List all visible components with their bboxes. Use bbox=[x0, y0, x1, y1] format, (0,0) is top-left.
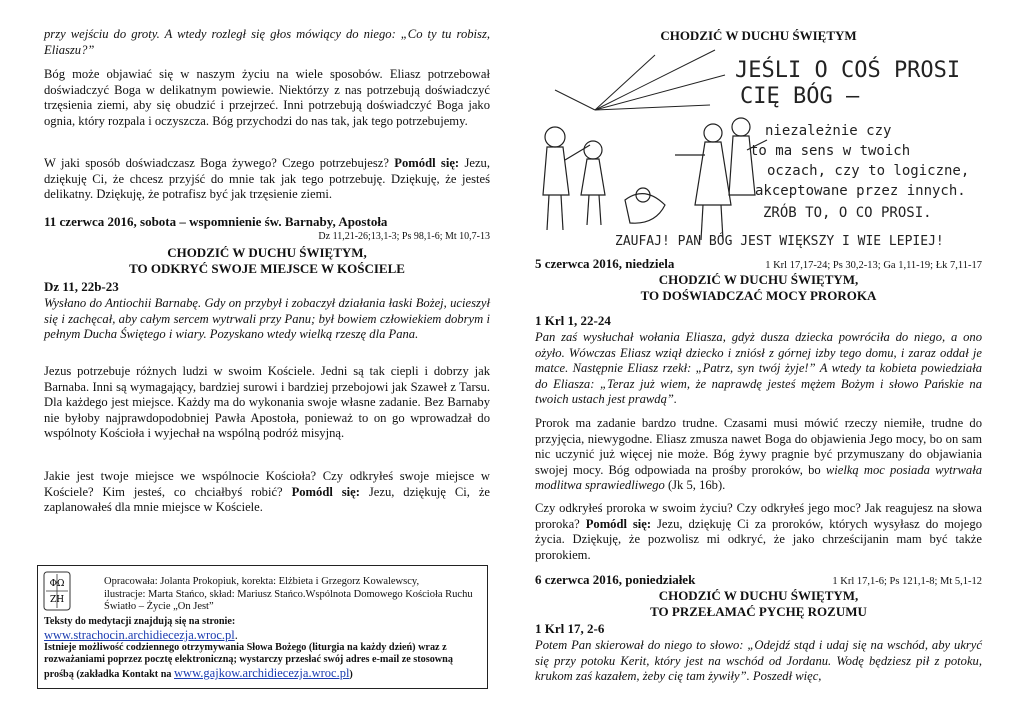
fos-zoe-logo-icon bbox=[43, 571, 71, 611]
reflection-paragraph: Bóg może objawiać się w naszym życiu na wiele sposobów. Eliasz potrzebował doświadczyć Boga w delikatnym powiewie. Niektórzy z nas potrzebują doświadczyć trzęsienia ziemi, aby się obudzić i przejrzeć. Inni potrzebują doświadczyć Boga jako ognia, który rozpala i oczyszcza. Bóg przychodzi do nas tak, jak tego potrzebujemy. bbox=[44, 67, 490, 128]
quote-text: wielką moc posiada wytrwała modlitwa sprawiedliwego bbox=[535, 462, 982, 493]
intro-quote: przy wejściu do groty. A wtedy rozległ się głos mówiący do niego: „Co ty tu robisz, Eliaszu?” bbox=[44, 27, 490, 57]
day-heading: 11 czerwca 2016, sobota – wspomnienie św. Barnaby, Apostoła bbox=[44, 214, 388, 229]
reading-ref-2: 1 Krl 1, 22-24 bbox=[535, 313, 611, 328]
prayer-text-2: Jezu, dziękuję Ci, że zaplanowałeś dla mnie miejsce w Kościele. bbox=[44, 484, 490, 515]
svg-text:ΦΩ: ΦΩ bbox=[49, 579, 65, 589]
section-title-6: TO PRZEŁAMAĆ PYCHĘ ROZUMU bbox=[650, 604, 867, 619]
svg-text:ΖΗ: ΖΗ bbox=[49, 595, 65, 605]
figure-left-icon bbox=[543, 127, 590, 230]
figure-right-icon bbox=[675, 118, 767, 240]
credits-line-2: ilustracje: Marta Stańco, skład: Mariusz Stańco.Wspólnota Domowego Kościoła Ruchu Światło – Życie „On Jest” bbox=[104, 588, 473, 612]
drawing-line-1: JEŚLI O COŚ PROSI bbox=[735, 58, 961, 83]
page-header: CHODZIĆ W DUCHU ŚWIĘTYM bbox=[660, 28, 857, 43]
subscribe-text: Istnieje możliwość codziennego otrzymywania Słowa Bożego (liturgia na każdy dzień) wraz z rozważaniami poprzez pocztę elektroniczną; wystarczy przesłać swój adres e-mail ze stosowną prośbą (zakładka Kontakt na bbox=[44, 641, 453, 681]
prayer-paragraph bbox=[44, 156, 490, 203]
day-heading-june5 bbox=[535, 256, 982, 272]
drawing-line-7: ZRÓB TO, O CO PROSI. bbox=[763, 205, 932, 221]
drawing-line-4: to ma sens w twoich bbox=[750, 143, 911, 159]
reading-text-2: Pan zaś wysłuchał wołania Eliasza, gdyż dusza dziecka powróciła do niego, a ono ożyło. Wówczas Eliasz wziął dziecko i zniósł z górnej izby tego domu, i zaraz oddał je matce. Następnie Eliasz rzekł: „Patrz, syn twój żyje!” A wtedy ta kobieta powiedziała do Eliasza: „Teraz już wiem, że naprawdę jesteś mężem Bożym i słowo Pańskie na twoich ustach jest prawdą”. bbox=[535, 330, 982, 407]
url2-close: ) bbox=[349, 669, 353, 681]
drawing-line-6: akceptowane przez innych. bbox=[755, 183, 966, 199]
reading-ref-3: 1 Krl 17, 2-6 bbox=[535, 621, 605, 636]
illustration bbox=[535, 45, 982, 260]
footer-box bbox=[37, 565, 488, 689]
strachocin-link[interactable]: www.strachocin.archidiecezja.wroc.pl bbox=[44, 627, 235, 642]
day-refs: 1 Krl 17,17-24; Ps 30,2-13; Ga 1,11-19; Łk 7,11-17 bbox=[765, 260, 982, 271]
figure-middle-icon bbox=[581, 141, 665, 225]
day-heading-june6 bbox=[535, 572, 982, 588]
illustration-drawing bbox=[535, 45, 982, 260]
prayer-text-3: Jezu, dziękuję Ci za proroków, których wysyłasz do mojego życia. Dziękuję, że pozwolisz mi odkryć, że jako chrześcijanin mam być także prorokiem. bbox=[535, 516, 982, 562]
pray-label-3: Pomódl się: bbox=[585, 516, 652, 531]
question-text-3: Czy odkryłeś proroka w swoim życiu? Czy odkryłeś jego moc? Jak reagujesz na słowa proroka? bbox=[535, 501, 982, 531]
section-title-2: TO ODKRYĆ SWOJE MIEJSCE W KOŚCIELE bbox=[129, 261, 405, 276]
drawing-line-5: oczach, czy to logiczne, bbox=[767, 163, 970, 179]
reading-text: Wysłano do Antiochii Barnabę. Gdy on przybył i zobaczył działania łaski Bożej, ucieszył się i zachęcał, aby całym sercem wytrwali przy Panu; był bowiem człowiekiem dobrym i pełnym Ducha Świętego i wiary. Pozyskano wtedy wielką rzeszę dla Pana. bbox=[44, 296, 490, 342]
credits bbox=[104, 576, 484, 614]
texts-label: Teksty do medytacji znajdują się na stronie: bbox=[44, 616, 236, 627]
reading-text-3: Potem Pan skierował do niego to słowo: „Odejdź stąd i udaj się na wschód, aby ukryć się przy potoku Kerit, który jest na wschód od Jordanu. Wodę będziesz pił z potoku, krukom zaś kazałem, żeby cię tam żywiły”. Poszedł więc, bbox=[535, 638, 982, 684]
quote-ref: (Jk 5, 16b). bbox=[667, 478, 726, 493]
prayer-paragraph-3 bbox=[535, 501, 982, 563]
question-text: W jaki sposób doświadczasz Boga żywego? Czego potrzebujesz? bbox=[44, 156, 389, 170]
drawing-line-3: niezależnie czy bbox=[765, 123, 892, 139]
drawing-line-8: ZAUFAJ! PAN BÓG JEST WIĘKSZY I WIE LEPIEJ! bbox=[615, 234, 944, 249]
prayer-paragraph-2 bbox=[44, 469, 490, 516]
prayer-text: Jezu, dziękuję Ci, że chcesz przyjść do mnie tak jak tego potrzebuję. Dziękuję, że jesteś delikatny. Dziękuję, że potrafisz być jak trzęsienie ziemi. bbox=[44, 156, 490, 202]
credits-line-1: Opracowała: Jolanta Prokopiuk, korekta: Elżbieta i Grzegorz Kowalewscy, bbox=[104, 576, 420, 587]
section-title-1: CHODZIĆ W DUCHU ŚWIĘTYM, bbox=[167, 245, 367, 260]
fos-zoe-logo bbox=[43, 571, 71, 611]
day-date: 5 czerwca 2016, niedziela bbox=[535, 256, 675, 271]
question-text-2: Jakie jest twoje miejsce we wspólnocie Kościoła? Czy odkryłeś swoje miejsce w Kościele? Kim jesteś, co chciałbyś robić? bbox=[44, 469, 490, 499]
section-title-3: CHODZIĆ W DUCHU ŚWIĘTYM, bbox=[658, 272, 859, 287]
reflection-paragraph-3 bbox=[535, 416, 982, 494]
pray-label: Pomódl się: bbox=[394, 156, 460, 170]
section-title-4: TO DOŚWIADCZAĆ MOCY PROROKA bbox=[640, 288, 877, 303]
section-title-5: CHODZIĆ W DUCHU ŚWIĘTYM, bbox=[658, 588, 859, 603]
url-line-1 bbox=[44, 629, 484, 642]
reflection-paragraph-2: Jezus potrzebuje różnych ludzi w swoim Kościele. Jedni są tak ciepli i dobrzy jak Barnaba. Inni są wymagający, bardziej surowi i bardziej przebojowi jak Szaweł z Tarsu. Dla każdego jest miejsce. Każdy ma do wykonania swoje własne zadanie. Bez Barnaby nie byłoby najprawdopodobniej Pawła Apostoła, ponieważ to on go wprowadzał do wspólnoty Kościoła i wyjechał na wspólną podróż misyjną. bbox=[44, 364, 490, 441]
pray-label-2: Pomódl się: bbox=[291, 484, 360, 499]
day-refs: Dz 11,21-26;13,1-3; Ps 98,1-6; Mt 10,7-13 bbox=[318, 231, 490, 242]
gajkow-link[interactable]: www.gajkow.archidiecezja.wroc.pl bbox=[174, 666, 350, 681]
day-date-2: 6 czerwca 2016, poniedziałek bbox=[535, 572, 696, 587]
reflection-text-3: Prorok ma zadanie bardzo trudne. Czasami musi mówić rzeczy niemiłe, trudne do przyjęcia, niewygodne. Eliasz zmusza nawet Boga do objawienia Jego mocy, bo on sam nic uczynić już więcej nie może. Bóg żywy pragnie być przymuszany do objawiania swojej mocy. Bóg odpowiada na prośby proroków, bo bbox=[535, 416, 982, 477]
drawing-line-2: CIĘ BÓG – bbox=[740, 84, 860, 109]
reading-ref: Dz 11, 22b-23 bbox=[44, 279, 119, 294]
day-refs-2: 1 Krl 17,1-6; Ps 121,1-8; Mt 5,1-12 bbox=[832, 576, 982, 587]
footer-text bbox=[44, 616, 484, 682]
url1-dot: . bbox=[234, 627, 238, 642]
subscribe-info bbox=[44, 642, 484, 682]
